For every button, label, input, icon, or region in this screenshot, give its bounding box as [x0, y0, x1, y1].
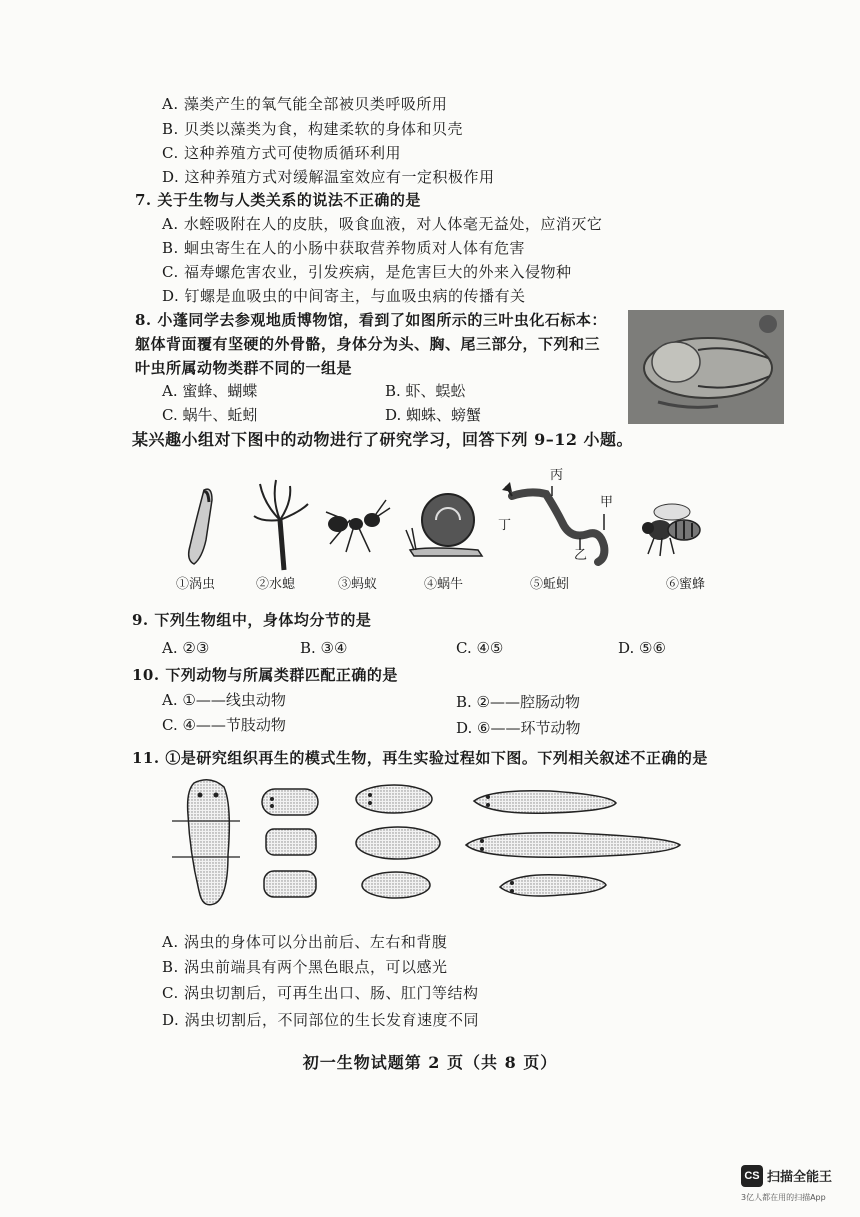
camscanner-logo: CS	[741, 1165, 763, 1187]
q6-option-a: A. 藻类产生的氧气能全部被贝类呼吸所用	[162, 95, 448, 113]
caption-earthworm: ⑤蚯蚓	[530, 577, 570, 592]
bee-icon	[642, 504, 700, 556]
q6-option-d: D. 这种养殖方式对缓解温室效应有一定积极作用	[162, 168, 495, 186]
q7-option-b: B. 蛔虫寄生在人的小肠中获取营养物质对人体有危害	[162, 239, 526, 257]
q8-stem-line3: 叶虫所属动物类群不同的一组是	[135, 359, 353, 377]
q6-option-b: B. 贝类以藻类为食，构建柔软的身体和贝壳	[162, 120, 464, 138]
q11-option-c: C. 涡虫切割后，可再生出口、肠、肛门等结构	[162, 984, 479, 1002]
planarian-icon	[189, 489, 212, 564]
regeneration-figure	[170, 775, 700, 915]
earthworm-mark-bing: 丙	[550, 468, 564, 483]
earthworm-mark-ding: 丁	[498, 518, 512, 533]
trilobite-fossil-image	[628, 310, 784, 424]
q11-option-b: B. 涡虫前端具有两个黑色眼点，可以感光	[162, 958, 448, 976]
hydra-icon	[254, 480, 308, 570]
q9-option-d: D. ⑤⑥	[618, 639, 666, 657]
caption-snail: ④蜗牛	[424, 577, 464, 592]
q7-stem: 7. 关于生物与人类关系的说法不正确的是	[135, 191, 421, 209]
q8-stem-line2: 躯体背面覆有坚硬的外骨骼，身体分为头、胸、尾三部分，下列和三	[135, 335, 601, 353]
caption-planarian: ①涡虫	[176, 577, 216, 592]
group-intro: 某兴趣小组对下图中的动物进行了研究学习，回答下列 9–12 小题。	[132, 430, 634, 449]
caption-hydra: ②水螅	[256, 577, 296, 592]
q11-option-a: A. 涡虫的身体可以分出前后、左右和背腹	[162, 933, 448, 951]
earthworm-mark-yi: 乙	[574, 548, 588, 563]
q10-option-c: C. ④——节肢动物	[162, 716, 286, 734]
q6-option-c: C. 这种养殖方式可使物质循环利用	[162, 144, 401, 162]
q8-option-a: A. 蜜蜂、蝴蝶	[162, 382, 258, 400]
q8-option-d: D. 蜘蛛、螃蟹	[385, 406, 482, 424]
snail-icon	[406, 494, 482, 556]
q11-option-d: D. 涡虫切割后，不同部位的生长发育速度不同	[162, 1011, 480, 1029]
q7-option-c: C. 福寿螺危害农业，引发疾病，是危害巨大的外来入侵物种	[162, 263, 572, 281]
ant-icon	[326, 500, 390, 552]
q10-option-b: B. ②——腔肠动物	[456, 693, 581, 711]
page-footer: 初一生物试题第 2 页（共 8 页）	[302, 1053, 558, 1072]
earthworm-mark-jia: 甲	[600, 495, 614, 510]
q7-option-d: D. 钉螺是血吸虫的中间寄主，与血吸虫病的传播有关	[162, 287, 526, 305]
q9-option-a: A. ②③	[162, 639, 210, 657]
q9-option-b: B. ③④	[300, 639, 348, 657]
caption-bee: ⑥蜜蜂	[666, 577, 706, 592]
camscanner-name: 扫描全能王	[767, 1170, 833, 1185]
q9-option-c: C. ④⑤	[456, 639, 504, 657]
q8-stem-line1: 8. 小蓬同学去参观地质博物馆，看到了如图所示的三叶虫化石标本：	[135, 311, 607, 329]
q10-stem: 10. 下列动物与所属类群匹配正确的是	[132, 666, 398, 684]
q8-option-c: C. 蜗牛、蚯蚓	[162, 406, 258, 424]
camscanner-tagline: 3亿人都在用的扫描App	[741, 1193, 826, 1202]
caption-ant: ③蚂蚁	[338, 577, 378, 592]
q9-stem: 9. 下列生物组中，身体均分节的是	[132, 611, 372, 629]
whole-planarian-icon	[172, 780, 240, 905]
q8-option-b: B. 虾、蜈蚣	[385, 382, 466, 400]
q11-stem: 11. ①是研究组织再生的模式生物，再生实验过程如下图。下列相关叙述不正确的是	[132, 749, 708, 767]
earthworm-icon	[502, 482, 604, 562]
animals-figure	[160, 460, 720, 575]
q7-option-a: A. 水蛭吸附在人的皮肤，吸食血液，对人体毫无益处，应消灭它	[162, 215, 603, 233]
q10-option-a: A. ①——线虫动物	[162, 691, 286, 709]
q10-option-d: D. ⑥——环节动物	[456, 719, 581, 737]
